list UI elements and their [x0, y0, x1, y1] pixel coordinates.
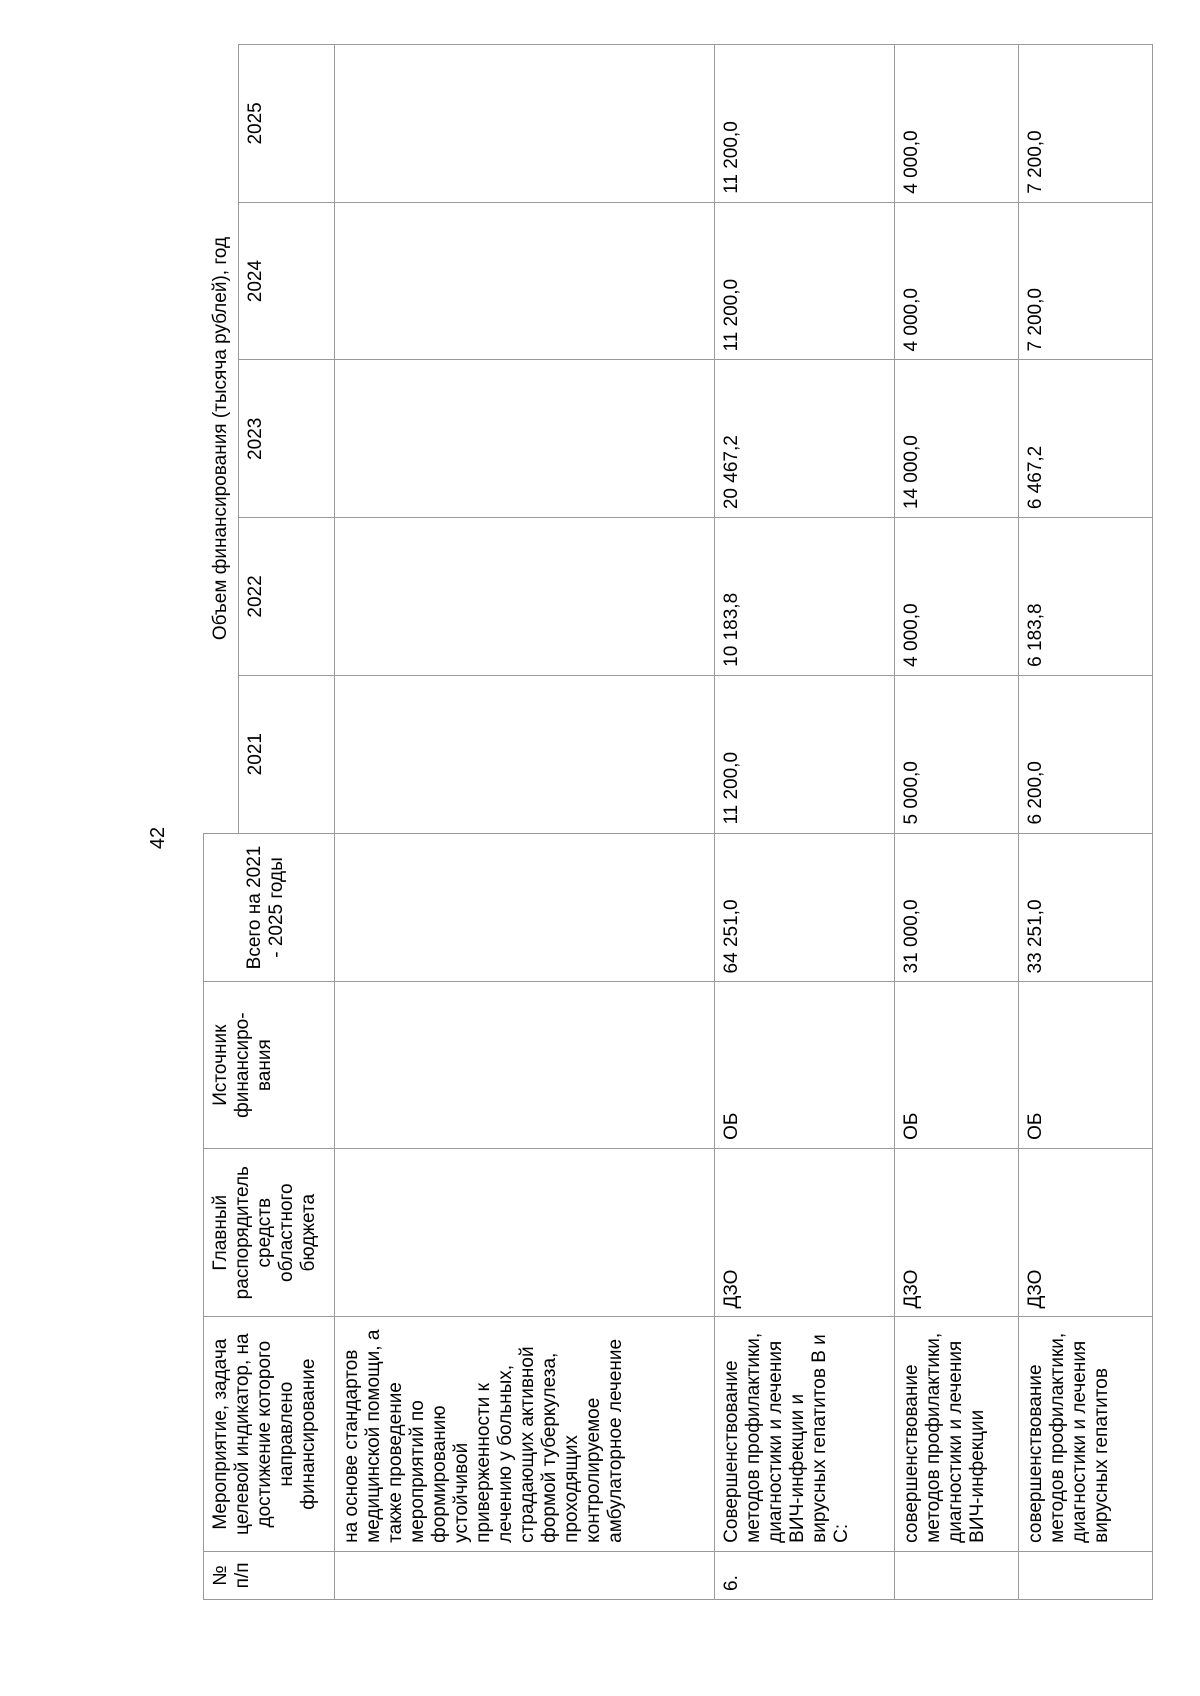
row-1-source: ОБ [714, 982, 894, 1148]
row-0-2022 [334, 518, 714, 676]
header-year-2025: 2025 [238, 45, 334, 203]
row-2-2024: 4 000,0 [894, 202, 1018, 360]
header-num: № п/п [204, 1551, 335, 1599]
header-row-1 [204, 45, 239, 1600]
header-manager: Главный распорядитель средств областного бюджета [204, 1148, 335, 1317]
row-0-total [334, 833, 714, 982]
header-year-2022: 2022 [238, 518, 334, 676]
funding-table [203, 44, 1153, 1600]
row-3-measure: совершенствование методов профилактики, диагностики и лечения вирусных гепатитов [1018, 1317, 1152, 1551]
row-1-total: 64 251,0 [714, 833, 894, 982]
row-3-2025: 7 200,0 [1018, 45, 1152, 203]
row-2-num [894, 1551, 1018, 1599]
row-0-source [334, 982, 714, 1148]
row-2-2023: 14 000,0 [894, 360, 1018, 518]
row-0-num [334, 1551, 714, 1599]
header-funding-group: Объем финансирования (тысяча рублей), год [204, 45, 239, 834]
row-1-num: 6. [714, 1551, 894, 1599]
row-0-manager [334, 1148, 714, 1317]
row-2-2021: 5 000,0 [894, 675, 1018, 833]
row-3-total: 33 251,0 [1018, 833, 1152, 982]
row-0-2024 [334, 202, 714, 360]
row-2-total: 31 000,0 [894, 833, 1018, 982]
row-2-manager: ДЗО [894, 1148, 1018, 1317]
table-row [894, 45, 1018, 1600]
row-3-manager: ДЗО [1018, 1148, 1152, 1317]
row-2-2022: 4 000,0 [894, 518, 1018, 676]
row-0-measure: на основе стандартов медицинской помощи, а также проведение мероприятий по формированию устойчивой приверженности к лечению у больных, страдающих активной формой туберкулеза, проходящих контролируемое амбулаторное лечение [334, 1317, 714, 1551]
row-3-2024: 7 200,0 [1018, 202, 1152, 360]
rotated-table-wrapper [203, 44, 1151, 1600]
header-year-2021: 2021 [238, 675, 334, 833]
row-2-source: ОБ [894, 982, 1018, 1148]
row-3-2022: 6 183,8 [1018, 518, 1152, 676]
row-2-2025: 4 000,0 [894, 45, 1018, 203]
row-1-2022: 10 183,8 [714, 518, 894, 676]
row-0-2025 [334, 45, 714, 203]
header-measure: Мероприятие, задача целевой индикатор, на достижение которого направлено финансирование [204, 1317, 335, 1551]
row-1-2023: 20 467,2 [714, 360, 894, 518]
row-1-manager: ДЗО [714, 1148, 894, 1317]
page-number: 42 [147, 826, 169, 850]
header-year-2023: 2023 [238, 360, 334, 518]
row-0-2023 [334, 360, 714, 518]
row-0-2021 [334, 675, 714, 833]
row-1-2024: 11 200,0 [714, 202, 894, 360]
table-row [1018, 45, 1152, 1600]
row-1-2021: 11 200,0 [714, 675, 894, 833]
header-source: Источник финансиро-вания [204, 982, 335, 1148]
header-total: Всего на 2021 - 2025 годы [204, 833, 335, 982]
row-3-2021: 6 200,0 [1018, 675, 1152, 833]
row-2-measure: совершенствование методов профилактики, диагностики и лечения ВИЧ-инфекции [894, 1317, 1018, 1551]
row-3-source: ОБ [1018, 982, 1152, 1148]
row-1-2025: 11 200,0 [714, 45, 894, 203]
row-1-measure: Совершенствование методов профилактики, диагностики и лечения ВИЧ-инфекции и вирусных гепатитов В и С: [714, 1317, 894, 1551]
table-row [334, 45, 714, 1600]
row-3-num [1018, 1551, 1152, 1599]
row-3-2023: 6 467,2 [1018, 360, 1152, 518]
header-year-2024: 2024 [238, 202, 334, 360]
table-row [714, 45, 894, 1600]
